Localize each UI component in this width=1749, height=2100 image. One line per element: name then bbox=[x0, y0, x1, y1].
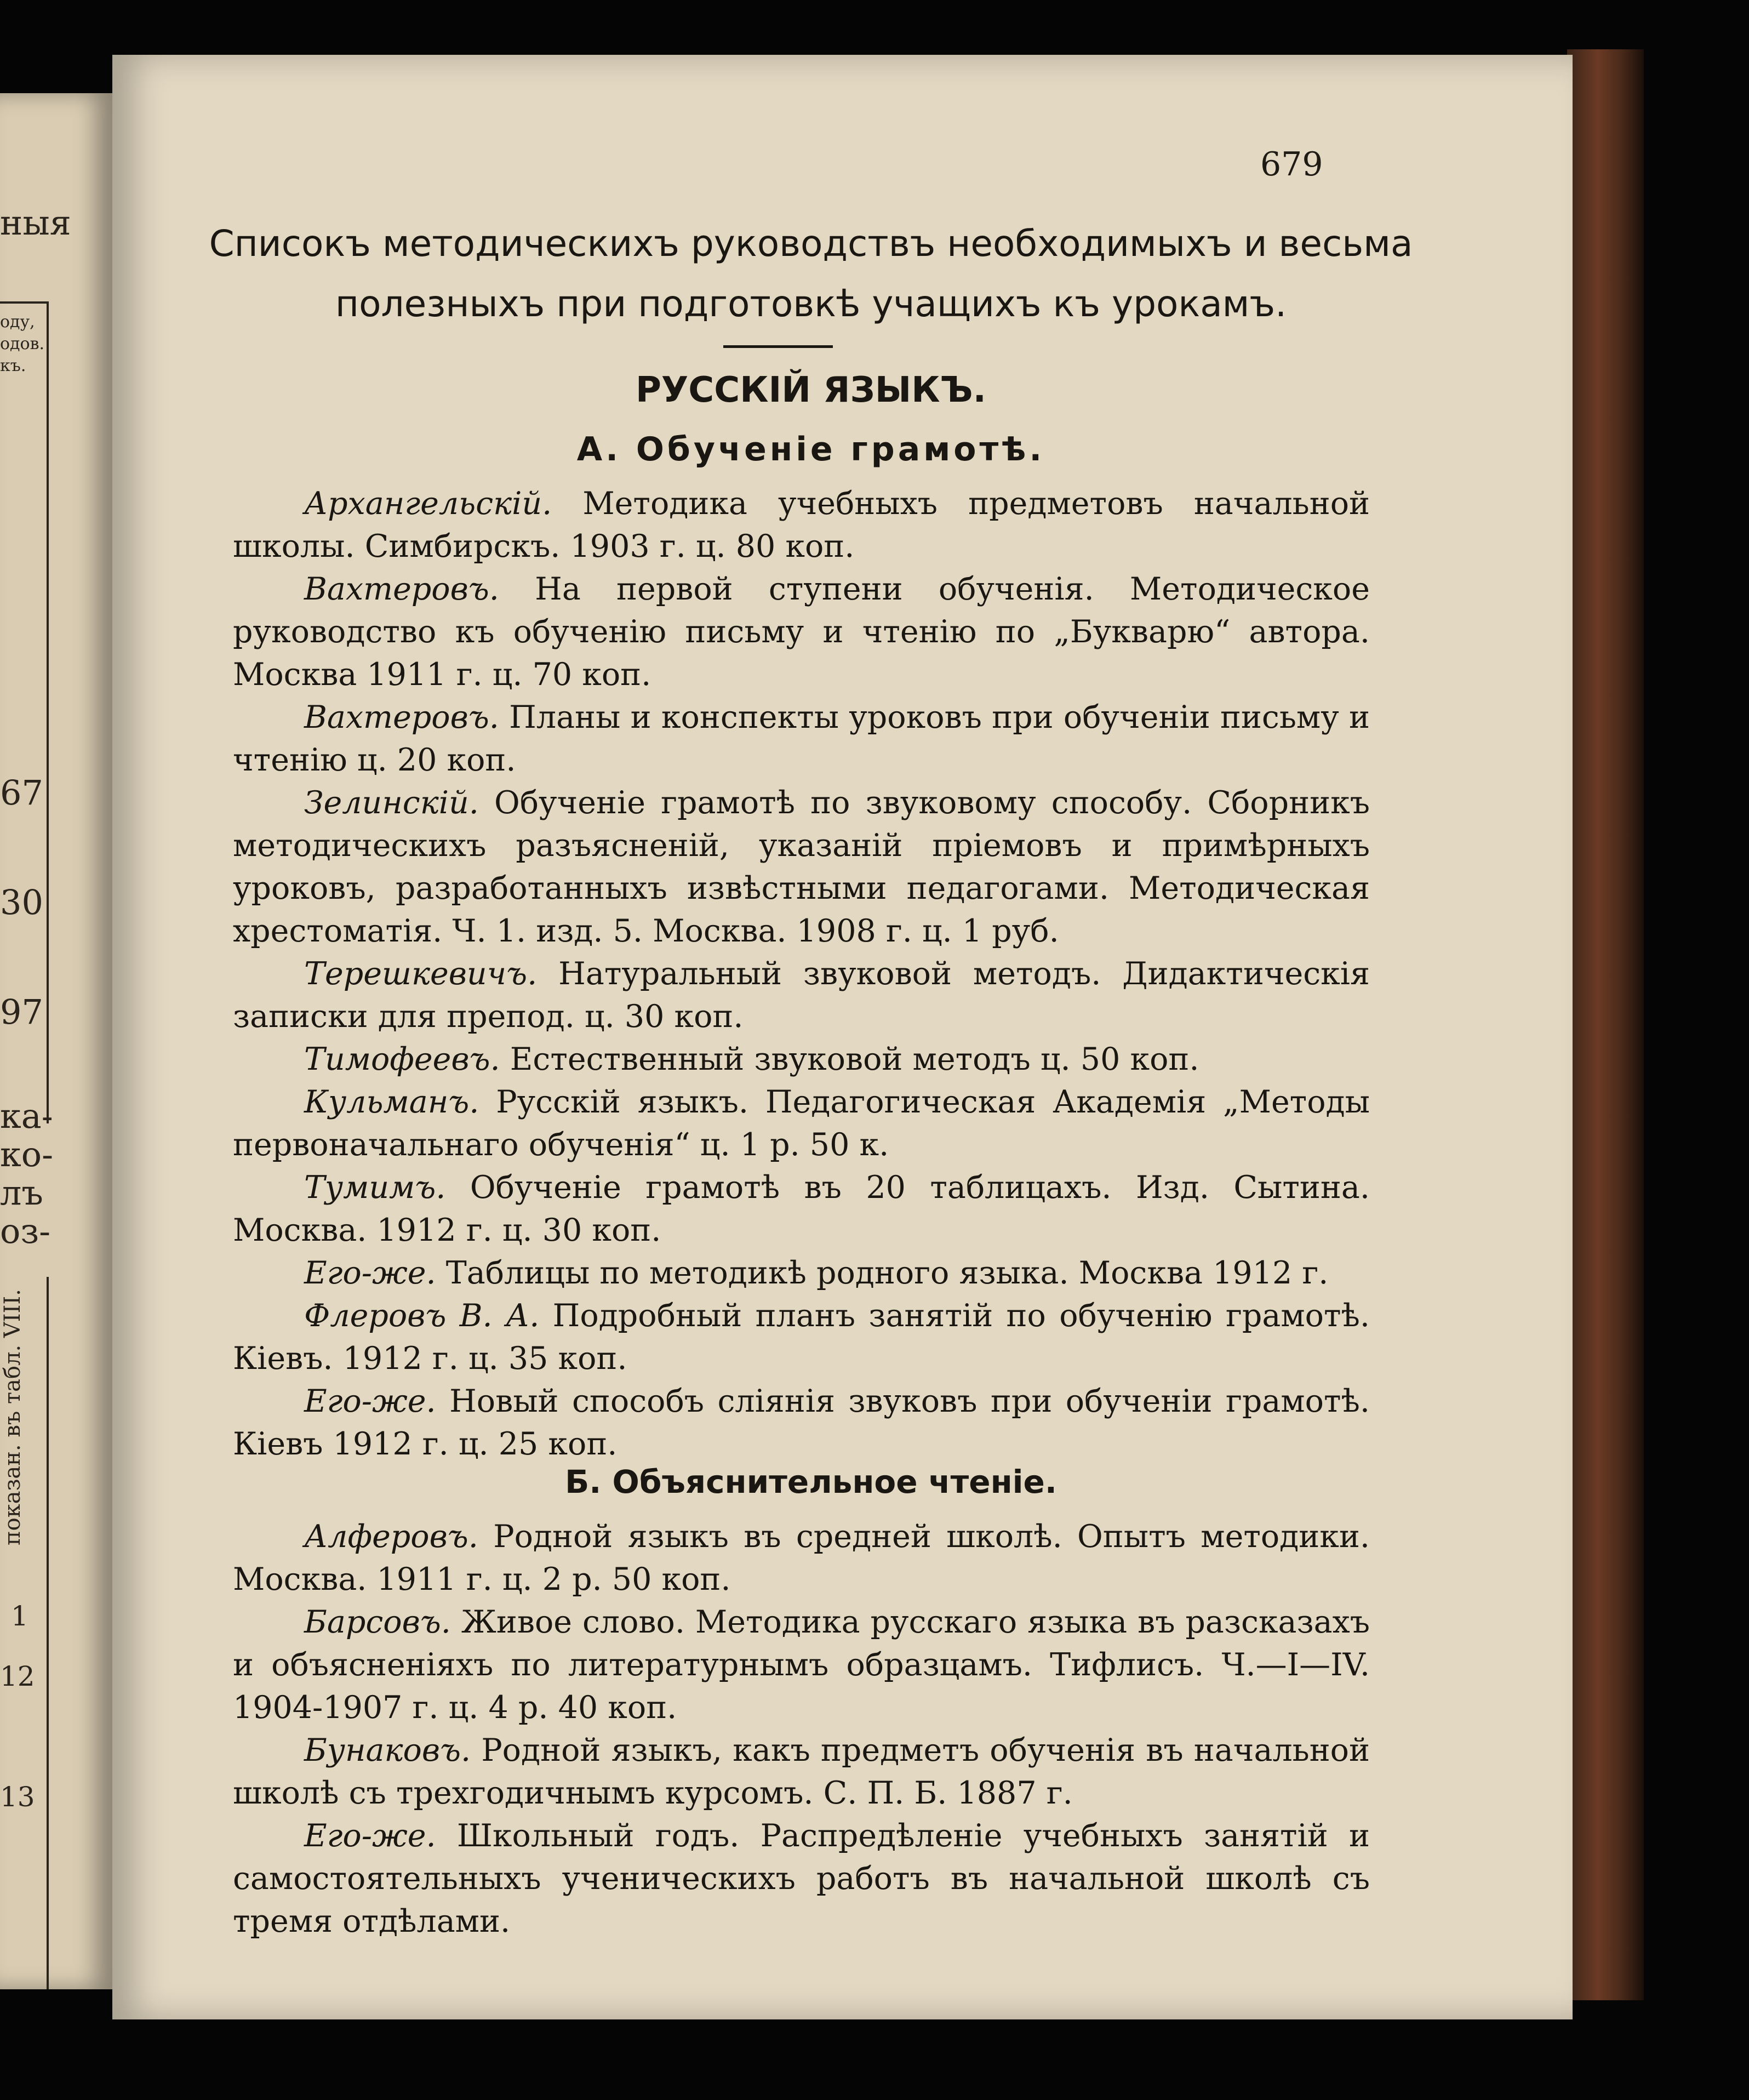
entry-author: Терешкевичъ. bbox=[304, 956, 538, 992]
bibliography-entry bbox=[233, 952, 1370, 1038]
left-fragment: ныя bbox=[0, 203, 71, 243]
left-fragment: 13 bbox=[0, 1781, 35, 1813]
entry-author: Флеровъ В. А. bbox=[304, 1298, 540, 1334]
subsection-title: А. Обученіе грамотѣ. bbox=[576, 430, 1045, 469]
bibliography-entry bbox=[233, 1380, 1370, 1465]
entry-text: Натуральный звуковой методъ. Дидактическія записки для препод. ц. 30 коп. bbox=[233, 956, 1370, 1035]
entry-text: Обученіе грамотѣ по звуковому способу. Сборникъ методическихъ разъясненій, указаній пріемовъ и примѣрныхъ уроковъ, разработанныхъ извѣстными педагогами. Методическая хрестоматія. Ч. 1. изд. 5. Москва. 1908 г. ц. 1 руб. bbox=[233, 785, 1370, 949]
entry-author: Вахтеровъ. bbox=[304, 699, 499, 735]
entry-author: Тимофеевъ. bbox=[304, 1041, 500, 1077]
left-fragment: 1 bbox=[11, 1600, 28, 1632]
bibliography-entry bbox=[233, 568, 1370, 696]
title-rule bbox=[723, 345, 833, 348]
bibliography-entry bbox=[233, 1814, 1370, 1943]
entry-author: Его-же. bbox=[304, 1383, 436, 1419]
entry-list bbox=[233, 1515, 1370, 1943]
entry-author: Алферовъ. bbox=[304, 1519, 478, 1555]
bibliography-entry bbox=[233, 1038, 1370, 1081]
left-fragment: къ. bbox=[0, 356, 26, 375]
entry-text: На первой ступени обученія. Методическое руководство къ обученію письму и чтенію по „Букварю“ автора. Москва 1911 г. ц. 70 коп. bbox=[233, 571, 1370, 693]
vertical-caption: показан. въ табл. VIII. bbox=[0, 1289, 25, 1545]
entry-text: Родной языкъ, какъ предметъ обученія въ начальной школѣ съ трехгодичнымъ курсомъ. С. П. Б. 1887 г. bbox=[233, 1732, 1370, 1811]
divider bbox=[47, 301, 49, 1123]
divider bbox=[0, 301, 47, 304]
entry-text: Методика учебныхъ предметовъ начальной школы. Симбирскъ. 1903 г. ц. 80 коп. bbox=[233, 486, 1370, 564]
book-cover-edge bbox=[1567, 49, 1644, 2000]
entry-author: Его-же. bbox=[304, 1818, 436, 1854]
entry-author: Кульманъ. bbox=[304, 1084, 479, 1120]
entry-author: Бунаковъ. bbox=[304, 1732, 471, 1768]
left-fragment: ко- bbox=[0, 1134, 54, 1174]
divider bbox=[47, 1277, 49, 1989]
bibliography-entry bbox=[233, 1729, 1370, 1814]
entry-text: Живое слово. Методика русскаго языка въ разсказахъ и объясненіяхъ по литературнымъ образцамъ. Тифлисъ. Ч.—I—IV. 1904-1907 г. ц. 4 р. 40 коп. bbox=[233, 1604, 1370, 1726]
entry-author: Барсовъ. bbox=[304, 1604, 451, 1640]
left-page-edge bbox=[0, 93, 112, 1989]
entry-text: Естественный звуковой методъ ц. 50 коп. bbox=[510, 1041, 1199, 1077]
entry-text: Новый способъ сліянія звуковъ при обученіи грамотѣ. Кіевъ 1912 г. ц. 25 коп. bbox=[233, 1383, 1370, 1462]
subsection-title: Б. Объяснительное чтеніе. bbox=[565, 1463, 1057, 1500]
bibliography-entry bbox=[233, 482, 1370, 568]
page-number: 679 bbox=[1260, 145, 1323, 184]
left-fragment: оду, bbox=[0, 312, 35, 332]
bibliography-entry bbox=[233, 1081, 1370, 1166]
left-fragment: 97 bbox=[0, 992, 43, 1032]
bibliography-entry bbox=[233, 1601, 1370, 1729]
left-fragment: оз- bbox=[0, 1211, 51, 1251]
entry-text: Таблицы по методикѣ родного языка. Москва 1912 г. bbox=[445, 1255, 1329, 1291]
left-fragment: 12 bbox=[0, 1660, 35, 1692]
bibliography-entry bbox=[233, 1515, 1370, 1601]
left-fragment: 67 bbox=[0, 773, 43, 813]
page-title bbox=[208, 214, 1414, 334]
bibliography-entry bbox=[233, 1294, 1370, 1380]
left-fragment: одов. bbox=[0, 334, 45, 353]
entry-author: Архангельскій. bbox=[304, 486, 552, 522]
entry-author: Вахтеровъ. bbox=[304, 571, 499, 607]
entry-text: Планы и конспекты уроковъ при обученіи письму и чтенію ц. 20 коп. bbox=[233, 699, 1370, 778]
bibliography-entry bbox=[233, 696, 1370, 781]
entry-text: Школьный годъ. Распредѣленіе учебныхъ занятій и самостоятельныхъ ученическихъ работъ въ начальной школѣ съ тремя отдѣлами. bbox=[233, 1818, 1370, 1939]
entry-list bbox=[233, 482, 1370, 1465]
section-title: РУССКІЙ ЯЗЫКЪ. bbox=[636, 370, 986, 410]
left-fragment: лъ bbox=[0, 1173, 43, 1213]
entry-author: Тумимъ. bbox=[304, 1169, 446, 1206]
bibliography-entry bbox=[233, 781, 1370, 952]
title-line: Списокъ методическихъ руководствъ необходимыхъ и весьма bbox=[209, 222, 1413, 265]
entry-text: Родной языкъ въ средней школѣ. Опытъ методики. Москва. 1911 г. ц. 2 р. 50 коп. bbox=[233, 1519, 1370, 1597]
bibliography-entry bbox=[233, 1166, 1370, 1252]
entry-text: Подробный планъ занятій по обученію грамотѣ. Кіевъ. 1912 г. ц. 35 коп. bbox=[233, 1298, 1370, 1377]
left-fragment: ка- bbox=[0, 1096, 53, 1136]
entry-author: Его-же. bbox=[304, 1255, 436, 1291]
bibliography-entry bbox=[233, 1252, 1370, 1294]
entry-text: Русскій языкъ. Педагогическая Академія „Методы первоначальнаго обученія“ ц. 1 р. 50 к. bbox=[233, 1084, 1370, 1163]
entry-author: Зелинскій. bbox=[304, 785, 479, 821]
left-fragment: 30 bbox=[0, 882, 43, 922]
entry-text: Обученіе грамотѣ въ 20 таблицахъ. Изд. Сытина. Москва. 1912 г. ц. 30 коп. bbox=[233, 1169, 1370, 1248]
title-line: полезныхъ при подготовкѣ учащихъ къ урокамъ. bbox=[335, 283, 1287, 325]
